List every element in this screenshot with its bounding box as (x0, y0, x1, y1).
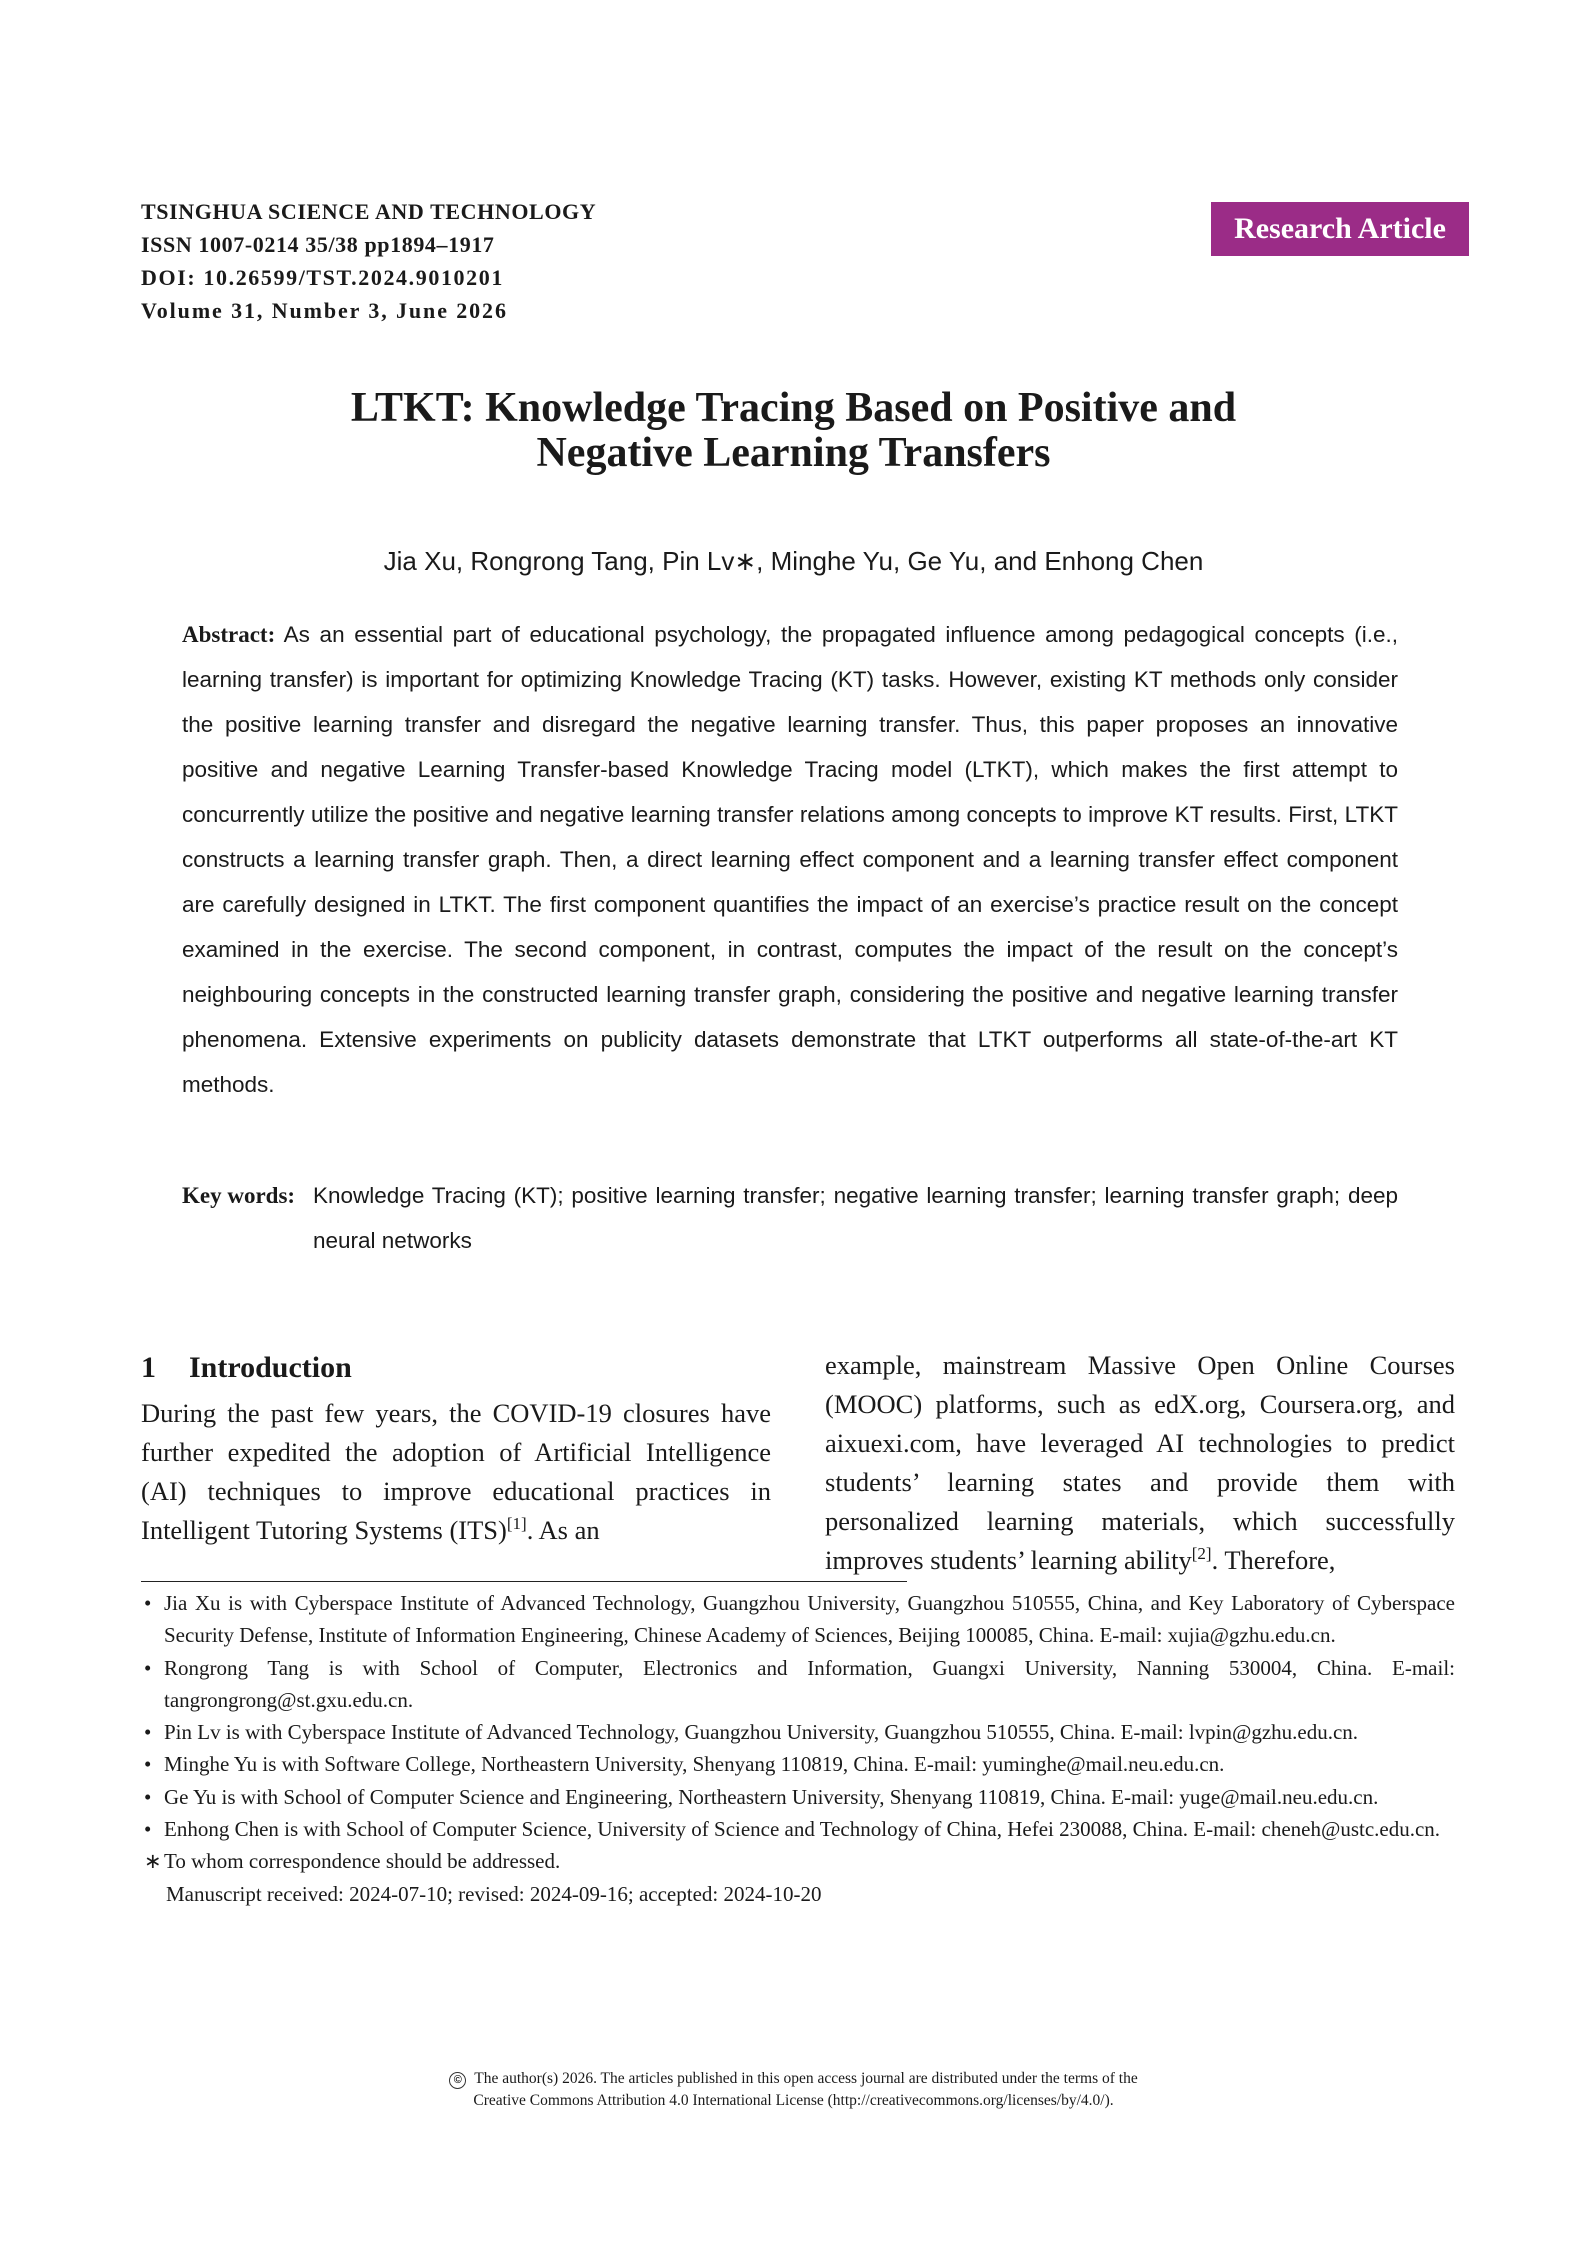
footnote-text: Rongrong Tang is with School of Computer, Electronics and Information, Guangxi University, Nanning 530004, China. E-mail: tangrongrong@st.gxu.edu.cn. (164, 1655, 1455, 1712)
abstract-label: Abstract: (182, 622, 276, 647)
body-paragraph (825, 1346, 1455, 1580)
footnote-text: Pin Lv is with Cyberspace Institute of Advanced Technology, Guangzhou University, Guangzhou 510555, China. E-mail: lvpin@gzhu.edu.cn. (164, 1720, 1359, 1745)
footnote-text: Ge Yu is with School of Computer Science and Engineering, Northeastern University, Shenyang 110819, China. E-mail: yuge@mail.neu.edu.cn. (164, 1784, 1379, 1809)
body-paragraph (141, 1394, 771, 1550)
abstract (182, 612, 1398, 1107)
footnote-item (141, 1813, 1455, 1845)
author-list: Jia Xu, Rongrong Tang, Pin Lv∗, Minghe Yu, Ge Yu, and Enhong Chen (383, 546, 1204, 576)
copyright-icon: © (449, 2072, 466, 2089)
license-notice (150, 2068, 1437, 2112)
section-number: 1 (141, 1351, 156, 1384)
body-text: . As an (526, 1515, 600, 1545)
bullet-icon: • (144, 1752, 152, 1777)
footnote-item (141, 1748, 1455, 1780)
journal-name: TSINGHUA SCIENCE AND TECHNOLOGY (141, 199, 597, 224)
license-line: Creative Commons Attribution 4.0 International License (http://creativecommons.org/licenses/by/4.0/). (473, 2092, 1114, 2109)
abstract-text: As an essential part of educational psychology, the propagated influence among pedagogical concepts (i.e., learning transfer) is important for optimizing Knowledge Tracing (KT) tasks. However, existing KT methods only consider the positive learning transfer and disregard the negative learning transfer. Thus, this paper proposes an innovative positive and negative Learning Transfer-based Knowledge Tracing model (LTKT), which makes the first attempt to concurrently utilize the positive and negative learning transfer relations among concepts to improve KT results. First, LTKT constructs a learning transfer graph. Then, a direct learning effect component and a learning transfer effect component are carefully designed in LTKT. The first component quantifies the impact of an exercise’s practice result on the concept examined in the exercise. The second component, in contrast, computes the impact of the result on the concept’s neighbouring concepts in the constructed learning transfer graph, considering the positive and negative learning transfer phenomena. Extensive experiments on publicity datasets demonstrate that LTKT outperforms all state-of-the-art KT methods. (182, 622, 1398, 1097)
bullet-icon: • (144, 1720, 152, 1745)
paper-title (150, 386, 1437, 476)
asterisk-icon: ∗ (144, 1849, 162, 1874)
body-text: . Therefore, (1211, 1545, 1336, 1575)
author-footnotes (141, 1587, 1455, 1910)
paper-title-line: Negative Learning Transfers (536, 430, 1051, 476)
body-text: During the past few years, the COVID-19 closures have further expedited the adoption of Artificial Intelligence (AI) techniques to improve educational practices in Intelligent Tutoring Systems (ITS) (141, 1398, 771, 1545)
bullet-icon: • (144, 1784, 152, 1809)
body-column-left (141, 1348, 771, 1550)
footnote-divider (141, 1581, 907, 1582)
article-type-badge: Research Article (1211, 202, 1469, 256)
bullet-icon: • (144, 1591, 152, 1615)
paper-title-line: LTKT: Knowledge Tracing Based on Positive and (350, 385, 1237, 431)
citation-link[interactable]: [2] (1191, 1544, 1212, 1564)
body-text: example, mainstream Massive Open Online Courses (MOOC) platforms, such as edX.org, Coursera.org, and aixuexi.com, have leveraged AI technologies to predict students’ learning states and provide them with personalized learning materials, which successfully improves students’ learning ability (825, 1350, 1455, 1575)
journal-issn: ISSN 1007-0214 35/38 pp1894–1917 (141, 232, 495, 257)
section-title: Introduction (189, 1351, 352, 1384)
footnote-item (141, 1587, 1455, 1652)
citation-link[interactable]: [1] (506, 1514, 527, 1534)
bullet-icon: • (144, 1817, 152, 1842)
license-text: The author(s) 2026. The articles published in this open access journal are distributed under the terms of the (474, 2070, 1138, 2087)
footnote-item (141, 1652, 1455, 1717)
body-column-right (825, 1346, 1455, 1580)
footnote-text: To whom correspondence should be addressed. (164, 1849, 561, 1874)
keywords-text: Knowledge Tracing (KT); positive learning transfer; negative learning transfer; learning transfer graph; deep neural networks (313, 1183, 1398, 1253)
footnote-text: Enhong Chen is with School of Computer Science, University of Science and Technology of China, Hefei 230088, China. E-mail: cheneh@ustc.edu.cn. (164, 1817, 1441, 1842)
correspondence-note (141, 1845, 1455, 1877)
journal-header (141, 195, 596, 327)
footnote-text: Jia Xu is with Cyberspace Institute of Advanced Technology, Guangzhou University, Guangzhou 510555, China, and Key Laboratory of Cyberspace Security Defense, Institute of Information Engineering, Chinese Academy of Sciences, Beijing 100085, China. E-mail: xujia@gzhu.edu.cn. (164, 1591, 1455, 1648)
journal-doi: DOI: 10.26599/TST.2024.9010201 (141, 265, 504, 290)
footnote-text: Minghe Yu is with Software College, Northeastern University, Shenyang 110819, China. E-mail: yuminghe@mail.neu.edu.cn. (164, 1752, 1225, 1777)
journal-volume: Volume 31, Number 3, June 2026 (141, 298, 508, 323)
footnote-item (141, 1781, 1455, 1813)
bullet-icon: • (144, 1655, 152, 1680)
section-heading (141, 1348, 771, 1388)
keywords-label: Key words: (182, 1183, 296, 1208)
manuscript-dates: Manuscript received: 2024-07-10; revised: 2024-09-16; accepted: 2024-10-20 (166, 1881, 822, 1906)
license-line (150, 2068, 1437, 2090)
footnote-item (141, 1716, 1455, 1748)
keywords (182, 1173, 1398, 1263)
